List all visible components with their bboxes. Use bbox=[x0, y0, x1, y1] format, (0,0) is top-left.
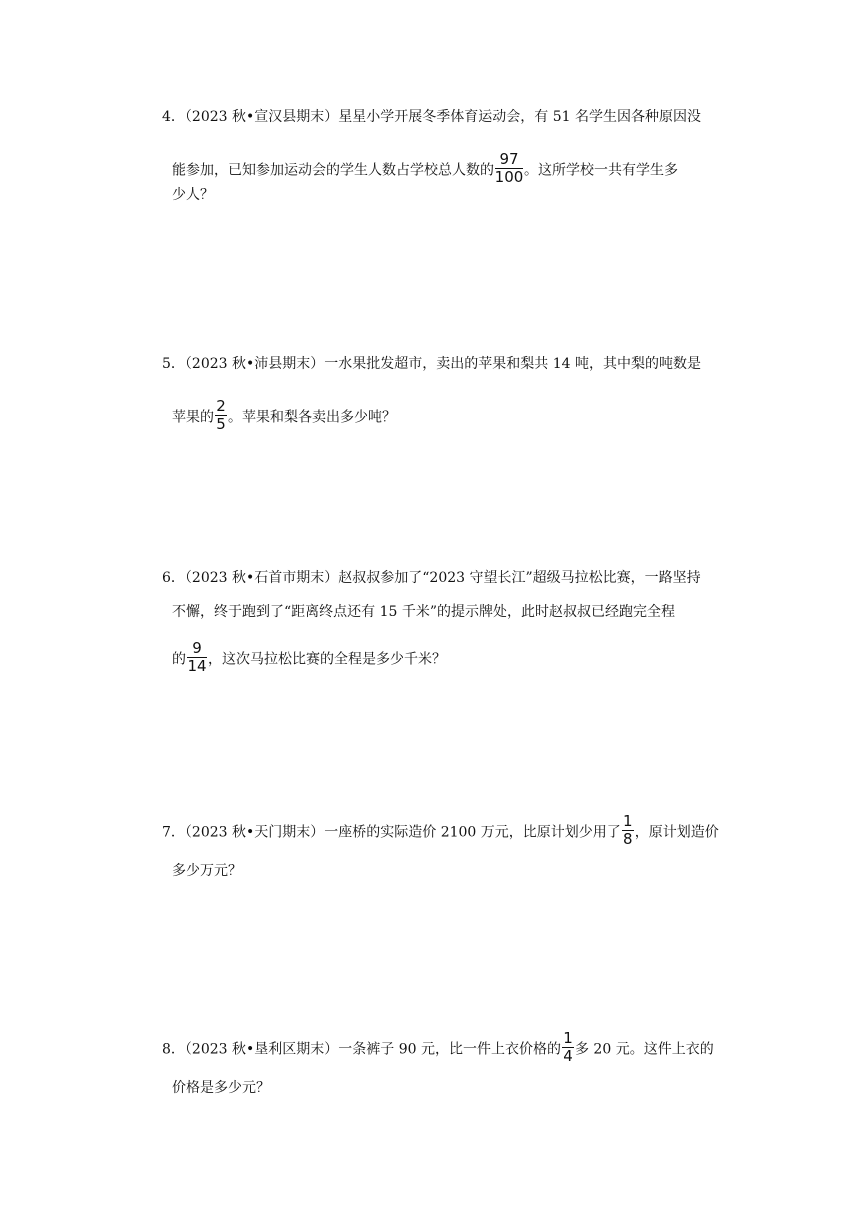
fraction bbox=[214, 398, 228, 433]
problem-source: （2023 秋•垦利区期末） bbox=[184, 1041, 339, 1058]
problem-source: （2023 秋•石首市期末） bbox=[184, 570, 339, 586]
problem-number: 5． bbox=[162, 356, 185, 372]
fraction-numerator: 2 bbox=[216, 397, 226, 415]
problem-source: （2023 秋•天门期末） bbox=[184, 824, 325, 841]
problem-source: （2023 秋•沛县期末） bbox=[184, 356, 325, 372]
fraction-denominator: 100 bbox=[494, 168, 524, 186]
fraction bbox=[561, 1030, 575, 1065]
fraction bbox=[621, 813, 635, 848]
problem-text: 一水果批发超市，卖出的苹果和梨共 14 吨，其中梨的吨数是 bbox=[324, 356, 701, 372]
problem-text: 一条裤子 90 元，比一件上衣价格的 bbox=[338, 1041, 561, 1058]
problem-text: 。苹果和梨各卖出多少吨？ bbox=[228, 409, 396, 426]
fraction-denominator: 4 bbox=[563, 1047, 573, 1065]
problem-text: 多 20 元。这件上衣的 bbox=[574, 1041, 714, 1058]
problem-text: 一座桥的实际造价 2100 万元，比原计划少用了 bbox=[324, 824, 621, 841]
problem-text: 星星小学开展冬季体育运动会，有 51 名学生因各种原因没 bbox=[338, 109, 701, 125]
problem-number: 6． bbox=[162, 570, 185, 586]
problem-number: 4． bbox=[162, 109, 185, 125]
problem-text: 价格是多少元？ bbox=[172, 1080, 270, 1096]
problem-number: 7． bbox=[162, 824, 185, 841]
fraction bbox=[494, 151, 524, 186]
problem-text: 多少万元？ bbox=[172, 863, 242, 879]
problem-number: 8． bbox=[162, 1041, 185, 1058]
fraction-denominator: 5 bbox=[216, 415, 226, 433]
problem-text: ，这次马拉松比赛的全程是多少千米？ bbox=[208, 651, 446, 668]
problem-text: 的 bbox=[172, 651, 186, 668]
fraction-denominator: 8 bbox=[623, 830, 633, 848]
problem-text: 能参加，已知参加运动会的学生人数占学校总人数的 bbox=[172, 162, 494, 179]
fraction bbox=[186, 640, 208, 675]
problem-text: 不懈，终于跑到了“距离终点还有 15 千米”的提示牌处，此时赵叔叔已经跑完全程 bbox=[172, 604, 676, 620]
problem-source: （2023 秋•宣汉县期末） bbox=[184, 109, 339, 125]
fraction-numerator: 9 bbox=[192, 639, 202, 657]
problem-text: 少人？ bbox=[172, 187, 214, 203]
problem-text: 。这所学校一共有学生多 bbox=[524, 162, 678, 179]
problem-text: ，原计划造价 bbox=[634, 824, 719, 841]
problem-text: 苹果的 bbox=[172, 409, 214, 426]
problem-text: 赵叔叔参加了“2023 守望长江”超级马拉松比赛，一路坚持 bbox=[338, 570, 701, 586]
fraction-numerator: 1 bbox=[563, 1029, 573, 1047]
fraction-numerator: 1 bbox=[623, 812, 633, 830]
fraction-denominator: 14 bbox=[187, 657, 207, 675]
fraction-numerator: 97 bbox=[499, 150, 519, 168]
